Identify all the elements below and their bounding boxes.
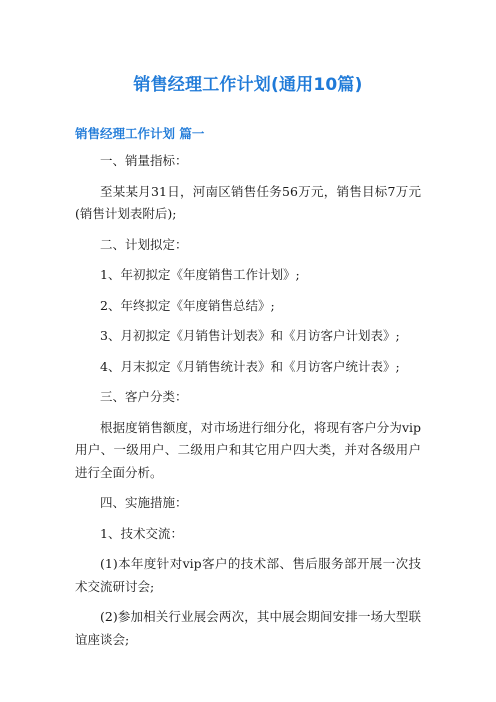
paragraph: 2、年终拟定《年度销售总结》; (100, 297, 275, 313)
paragraph: 1、年初拟定《年度销售工作计划》; (100, 267, 300, 282)
paragraph: (2)参加相关行业展会两次，其中展会期间安排一场大型联谊座谈会; (75, 609, 421, 647)
paragraph: (1)本年度针对vip客户的技术部、售后服务部开展一次技术交流研讨会; (75, 556, 421, 594)
document-title: 销售经理工作计划(通用10篇) (133, 75, 363, 95)
paragraph: 根据度销售额度，对市场进行细分化，将现有客户分为vip用户、一级用户、二级用户和其它用户四大类，并对各级用户进行全面分析。 (75, 419, 421, 480)
paragraph: 二、计划拟定： (100, 236, 188, 252)
paragraph: 至某某月31日，河南区销售任务56万元，销售目标7万元(销售计划表附后); (75, 183, 421, 221)
paragraph: 三、客户分类： (100, 389, 188, 404)
paragraph: 4、月末拟定《月销售统计表》和《月访客户统计表》; (100, 358, 400, 374)
paragraph: 四、实施措施： (100, 495, 188, 510)
paragraph: 1、技术交流： (100, 525, 183, 541)
paragraph: 3、月初拟定《月销售计划表》和《月访客户计划表》; (100, 328, 400, 343)
paragraph: 一、销量指标： (100, 153, 188, 168)
section-heading: 销售经理工作计划 篇一 (75, 126, 205, 141)
document-body (75, 150, 421, 659)
